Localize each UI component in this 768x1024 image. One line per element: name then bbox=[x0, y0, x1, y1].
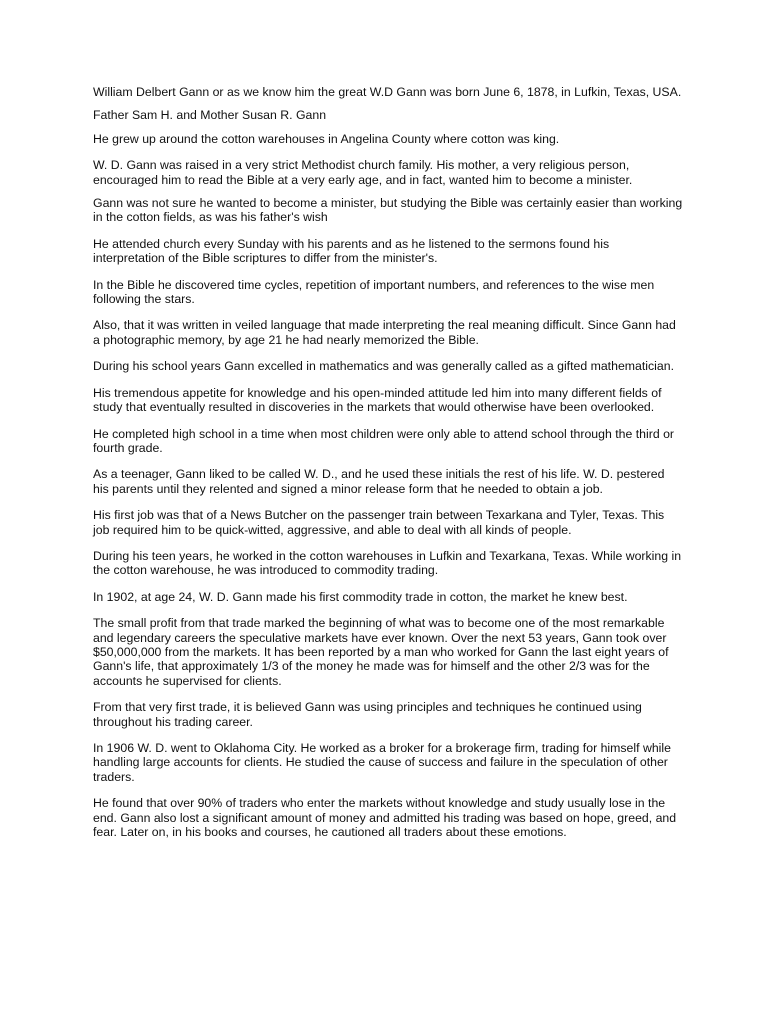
paragraph-11: He completed high school in a time when most children were only able to attend school through the third or fourth grade. bbox=[93, 426, 675, 455]
paragraph-15: In 1902, at age 24, W. D. Gann made his first commodity trade in cotton, the market he knew best. bbox=[93, 589, 628, 604]
paragraph-9: During his school years Gann excelled in mathematics and was generally called as a gifted mathematician. bbox=[93, 359, 674, 374]
paragraph-8: Also, that it was written in veiled language that made interpreting the real meaning difficult. Since Gann had a photographic memory, by age 21 he had nearly memorized the Bible. bbox=[93, 318, 676, 347]
paragraph-4: W. D. Gann was raised in a very strict Methodist church family. His mother, a very religious person, encouraged him to read the Bible at a very early age, and in fact, wanted him to become a minister. bbox=[93, 158, 633, 187]
paragraph-12: As a teenager, Gann liked to be called W. D., and he used these initials the rest of his life. W. D. pestered his parents until they relented and signed a minor release form that he needed to obtain a job. bbox=[93, 467, 665, 496]
paragraph-13: His first job was that of a News Butcher on the passenger train between Texarkana and Tyler, Texas. This job required him to be quick-witted, aggressive, and able to deal with all kinds of people. bbox=[93, 508, 665, 537]
paragraph-19: He found that over 90% of traders who enter the markets without knowledge and study usually lose in the end. Gann also lost a significant amount of money and admitted his trading was based on hope, greed, and fear. Later on, in his books and courses, he cautioned all traders about these emotions. bbox=[93, 796, 677, 840]
paragraph-6: He attended church every Sunday with his parents and as he listened to the sermons found his interpretation of the Bible scriptures to differ from the minister's. bbox=[93, 236, 610, 266]
paragraph-17: From that very first trade, it is believed Gann was using principles and techniques he continued using throughout his trading career. bbox=[93, 700, 642, 729]
paragraph-2: Father Sam H. and Mother Susan R. Gann bbox=[93, 108, 327, 123]
paragraph-14: During his teen years, he worked in the cotton warehouses in Lufkin and Texarkana, Texas. While working in the cotton warehouse, he was introduced to commodity trading. bbox=[93, 548, 682, 578]
paragraph-1: William Delbert Gann or as we know him the great W.D Gann was born June 6, 1878, in Lufkin, Texas, USA. bbox=[93, 85, 682, 99]
document-page bbox=[93, 85, 683, 851]
paragraph-7: In the Bible he discovered time cycles, repetition of important numbers, and references to the wise men following the stars. bbox=[93, 277, 655, 307]
paragraph-3: He grew up around the cotton warehouses in Angelina County where cotton was king. bbox=[93, 131, 560, 146]
paragraph-18: In 1906 W. D. went to Oklahoma City. He worked as a broker for a brokerage firm, trading for himself while handling large accounts for clients. He studied the cause of success and failure in the speculation of other traders. bbox=[93, 741, 671, 784]
paragraph-5: Gann was not sure he wanted to become a minister, but studying the Bible was certainly easier than working in the cotton fields, as was his father's wish bbox=[93, 196, 683, 225]
paragraph-16: The small profit from that trade marked the beginning of what was to become one of the most remarkable and legendary careers the speculative markets have ever known. Over the next 53 years, Gann took over $50,000,000 from the markets. It has been reported by a man who worked for Gann the last eight years of Gann's life, that approximately 1/3 of the money he made was for himself and the other 2/3 was for the accounts he supervised for clients. bbox=[93, 616, 669, 688]
paragraph-10: His tremendous appetite for knowledge and his open-minded attitude led him into many different fields of study that eventually resulted in discoveries in the markets that would otherwise have been overlooked. bbox=[93, 385, 662, 415]
